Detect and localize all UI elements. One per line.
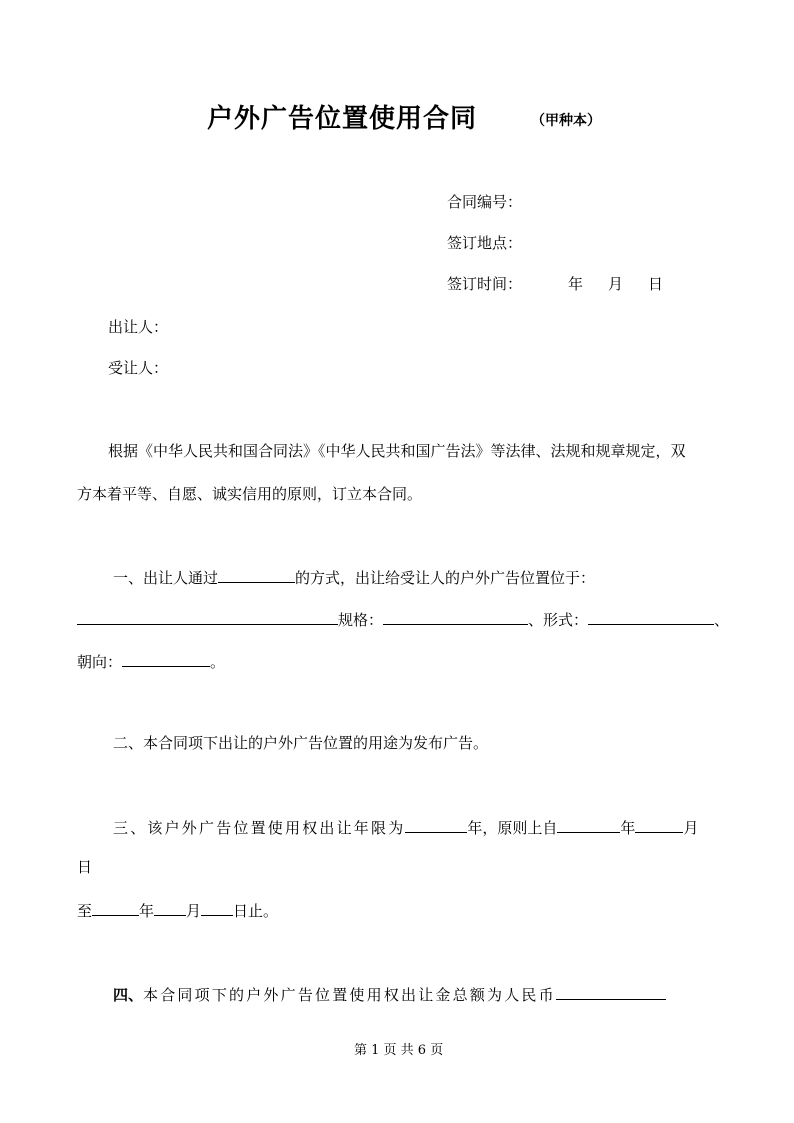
orientation-blank[interactable]	[122, 650, 210, 667]
sign-month: 月	[608, 275, 624, 293]
clause-3-month: 月	[683, 819, 699, 837]
end-day-blank[interactable]	[201, 899, 233, 916]
clause-4	[113, 983, 666, 1005]
separator: 、	[714, 611, 730, 629]
clause-3-month-2: 月	[186, 902, 202, 920]
clause-3-day: 日	[77, 858, 93, 876]
end-year-blank[interactable]	[92, 899, 139, 916]
form-label: 、形式：	[528, 611, 589, 629]
clause-1-line-1	[113, 566, 595, 588]
clause-3-year-2: 年	[620, 819, 636, 837]
clause-3-line-3	[77, 899, 278, 921]
clause-1-line-3	[77, 650, 225, 672]
clause-4-text: 本合同项下的户外广告位置使用权出让金总额为人民币	[143, 986, 556, 1004]
clause-4-num: 四、	[113, 986, 144, 1004]
spec-blank[interactable]	[383, 608, 528, 625]
clause-3-year-3: 年	[139, 902, 155, 920]
amount-blank[interactable]	[556, 983, 666, 1000]
preamble-line-1: 根据《中华人民共和国合同法》《中华人民共和国广告法》等法律、法规和规章规定，双	[108, 442, 686, 460]
spec-label: 规格：	[338, 611, 384, 629]
start-month-blank[interactable]	[635, 816, 683, 833]
clause-1-line-2	[77, 608, 729, 630]
clause-3-to: 至	[77, 902, 93, 920]
transferee-label: 受让人：	[108, 359, 169, 377]
clause-1-end: 。	[210, 653, 226, 671]
sign-place-label: 签订地点：	[447, 234, 523, 252]
clause-1-part-1: 一、出让人通过	[113, 569, 219, 587]
clause-3-part-1: 三、该户外广告位置使用权出让年限为	[113, 819, 406, 837]
clause-3-end: 日止。	[233, 902, 279, 920]
sign-year: 年	[568, 275, 584, 293]
form-blank[interactable]	[588, 608, 714, 625]
contract-number-label: 合同编号：	[447, 193, 523, 211]
contract-title: 户外广告位置使用合同	[207, 104, 478, 134]
sign-day: 日	[648, 275, 664, 293]
start-year-blank[interactable]	[557, 816, 620, 833]
clause-1-part-2: 的方式，出让给受让人的户外广告位置位于：	[295, 569, 596, 587]
sign-time-label: 签订时间：	[447, 275, 523, 293]
clause-2: 二、本合同项下出让的户外广告位置的用途为发布广告。	[113, 734, 489, 752]
preamble-line-2: 方本着平等、自愿、诚实信用的原则，订立本合同。	[77, 485, 423, 503]
transferor-label: 出让人：	[108, 318, 169, 336]
page-footer: 第 1 页 共 6 页	[354, 1043, 444, 1058]
method-blank[interactable]	[218, 566, 295, 583]
orientation-label: 朝向：	[77, 653, 123, 671]
clause-3-line-1	[113, 816, 698, 838]
clause-3-year-1: 年，原则上自	[467, 819, 558, 837]
end-month-blank[interactable]	[154, 899, 186, 916]
contract-subtitle: （甲种本）	[531, 113, 601, 129]
location-blank[interactable]	[77, 608, 338, 625]
term-years-blank[interactable]	[405, 816, 467, 833]
